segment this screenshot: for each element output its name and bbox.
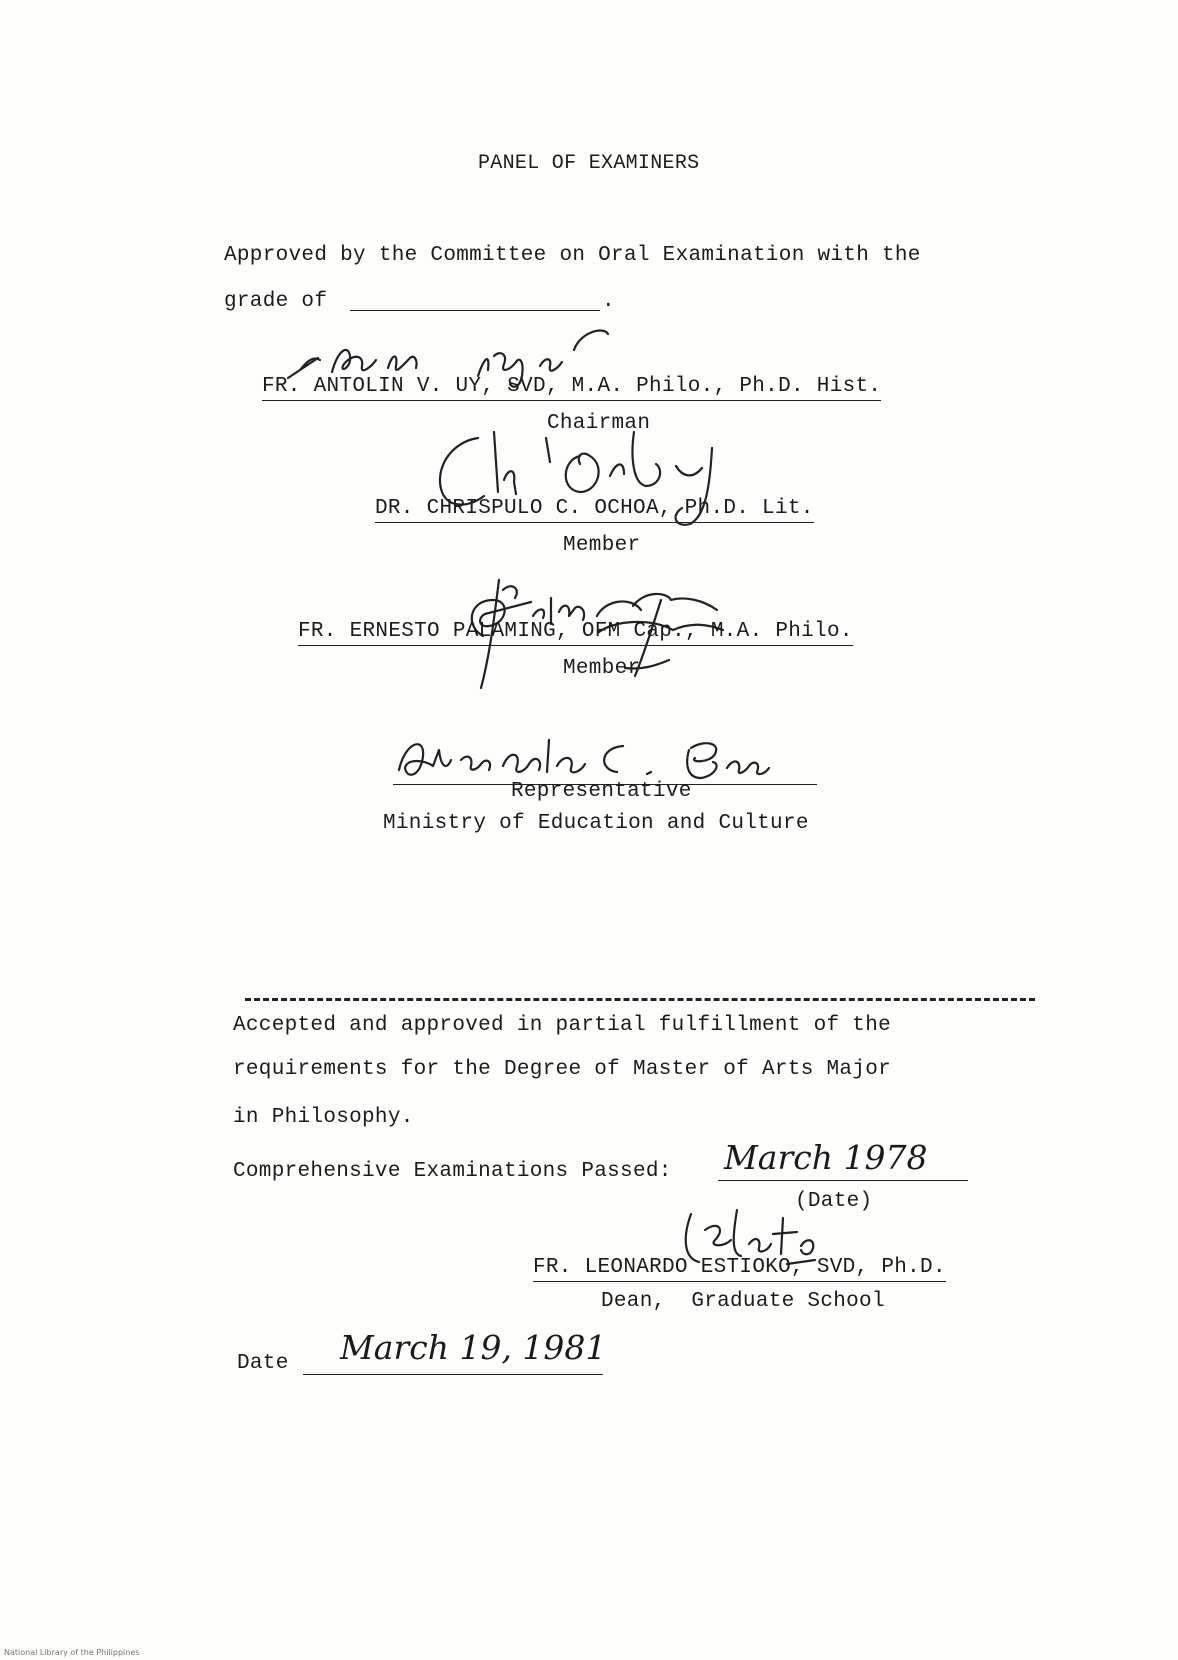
- acceptance-line-1: Accepted and approved in partial fulfillment of the: [233, 1014, 892, 1037]
- date-value: March 19, 1981: [340, 1328, 607, 1367]
- chairman-name: FR. ANTOLIN V. UY, SVD, M.A. Philo., Ph.D. Hist.: [262, 375, 881, 401]
- member-ochoa-role: Member: [563, 534, 641, 557]
- footer-text: National Library of the Philippines: [4, 1648, 140, 1657]
- representative-role: Representative: [511, 780, 692, 803]
- grade-label: grade of: [224, 290, 328, 313]
- acceptance-line-3: in Philosophy.: [233, 1106, 414, 1129]
- member-ochoa-name: DR. CHRISPULO C. OCHOA, Ph.D. Lit.: [375, 497, 814, 523]
- grade-period: .: [602, 290, 615, 313]
- divider: [245, 998, 1035, 1005]
- member-palaming-name: FR. ERNESTO PALAMING, OFM Cap., M.A. Philo.: [298, 620, 853, 646]
- representative-office: Ministry of Education and Culture: [383, 812, 809, 835]
- date-label: Date: [237, 1352, 289, 1375]
- comprehensive-date: March 1978: [724, 1138, 928, 1177]
- member-palaming-role: Member: [563, 657, 641, 680]
- dean-title: Dean, Graduate School: [601, 1290, 885, 1313]
- grade-blank: [350, 310, 600, 311]
- comprehensive-label: Comprehensive Examinations Passed:: [233, 1160, 672, 1183]
- date-line: [303, 1374, 603, 1375]
- acceptance-line-2: requirements for the Degree of Master of Arts Major: [233, 1058, 892, 1081]
- dean-name: FR. LEONARDO ESTIOKO, SVD, Ph.D.: [533, 1256, 946, 1282]
- approval-line: Approved by the Committee on Oral Examination with the: [224, 244, 921, 267]
- chairman-role: Chairman: [547, 412, 651, 435]
- comprehensive-line: [718, 1180, 968, 1181]
- date-hint: (Date): [795, 1190, 873, 1213]
- page-title: PANEL OF EXAMINERS: [478, 152, 700, 175]
